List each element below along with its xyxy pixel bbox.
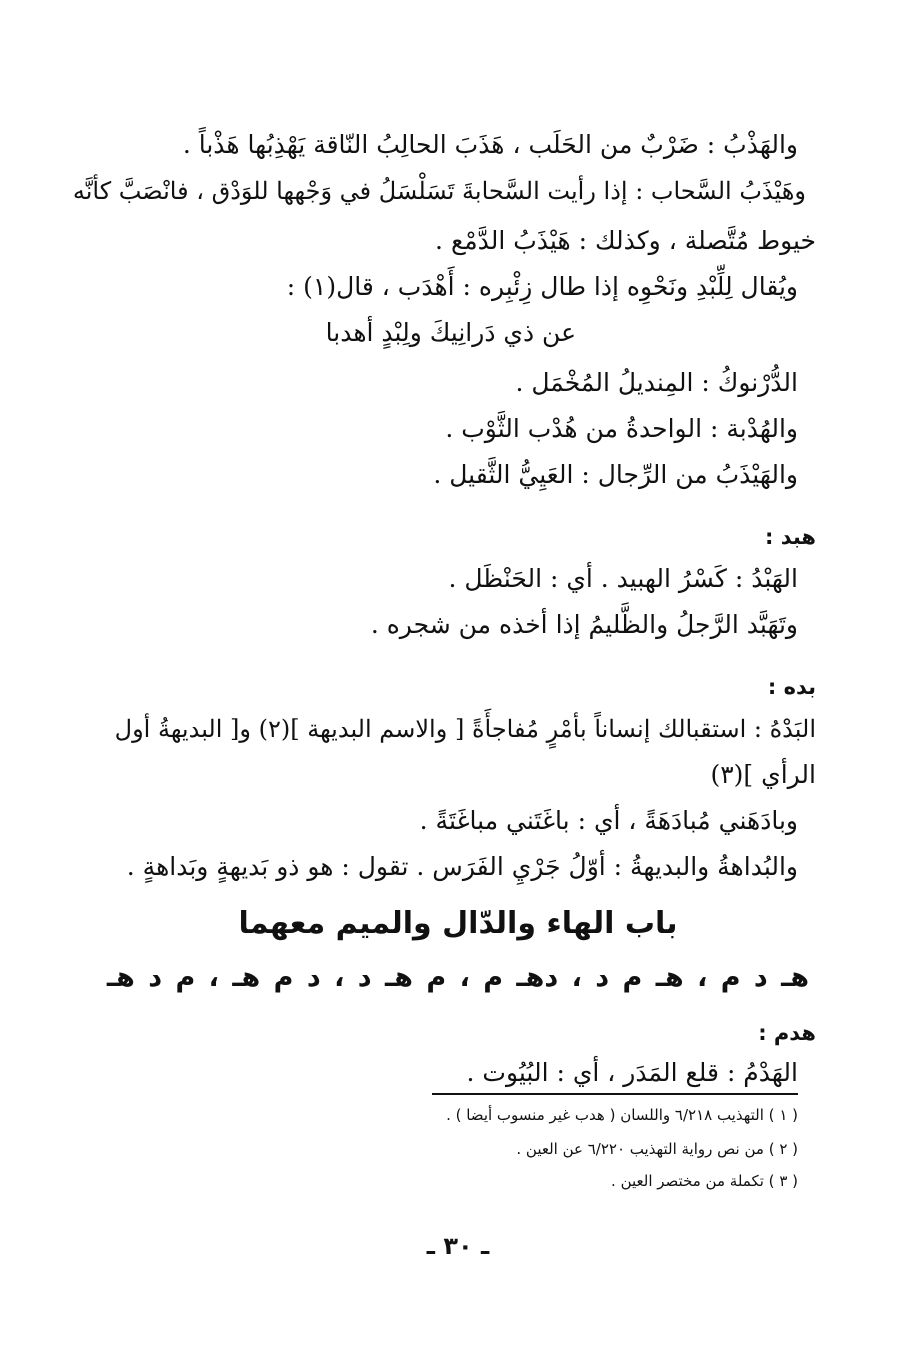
headword-habd: هبد : xyxy=(765,525,816,549)
section-title: باب الهاء والدّال والميم معهما xyxy=(238,906,678,941)
footnote-2: ( ٢ ) من نص رواية التهذيب ٦/٢٢٠ عن العين . xyxy=(516,1140,798,1158)
headword-hadm: هدم : xyxy=(758,1021,816,1045)
entry-line-badh-cont: الرأي ](٣) xyxy=(710,760,816,789)
entry-line-libd: ويُقال لِلِّبْدِ ونَحْوِه إذا طال زِئْبِره : أَهْدَب ، قال(١) : xyxy=(286,272,798,301)
entry-line-badh: البَدْهُ : استقبالك إنساناً بأمْرٍ مُفاجأَةً [ والاسم البديهة ](٢) و[ البديهةُ أول xyxy=(114,715,816,743)
footnote-1: ( ١ ) التهذيب ٦/٢١٨ واللسان ( هدب غير منسوب أيضا ) . xyxy=(446,1106,798,1124)
entry-line-haydhab-sahab: وهَيْذَبُ السَّحاب : إذا رأيت السَّحابةَ تَسَلْسَلُ في وَجْهها للوَدْق ، فانْصَبَّ كأنَّه xyxy=(72,177,806,205)
entry-line-hadm: الهَدْمُ : قلع المَدَر ، أي : البُيُوت . xyxy=(466,1058,798,1087)
page-number: ـ ٣٠ ـ xyxy=(426,1232,490,1260)
entry-line-khuyut: خيوط مُتَّصلة ، وكذلك : هَيْذَبُ الدَّمْع . xyxy=(435,226,816,255)
entry-line-haydhab-rijal: والهَيْذَبُ من الرِّجال : العَيِيُّ الثَّقيل . xyxy=(433,460,798,489)
root-permutations: هـ د م ، هـ م د ، دهـ م ، م هـ د ، د م هـ ، م د هـ xyxy=(106,962,810,993)
entry-line-hadhb: والهَذْبُ : ضَرْبٌ من الحَلَب ، هَذَبَ الحالِبُ النّاقة يَهْذِبُها هَذْباً . xyxy=(182,130,798,159)
entry-line-habd: الهَبْدُ : كَسْرُ الهبيد . أي : الحَنْظَل . xyxy=(448,564,798,593)
entry-line-badahani: وبادَهَني مُبادَهَةً ، أي : باغَتَني مباغَتَةً . xyxy=(419,806,798,835)
headword-badh: بده : xyxy=(767,675,816,699)
entry-line-tahabbad: وتَهَبَّد الرَّجلُ والظَّليمُ إذا أخذه من شجره . xyxy=(370,610,798,639)
entry-line-durnuk: الدُّرْنوكُ : المِنديلُ المُخْمَل . xyxy=(515,368,798,397)
verse-line: عن ذي دَرانِيكَ ولِبْدٍ أهدبا xyxy=(325,318,576,347)
entry-line-hudba: والهُدْبة : الواحدةُ من هُدْب الثَّوْب . xyxy=(445,414,798,443)
entry-line-budaha: والبُداهةُ والبديهةُ : أوّلُ جَرْيِ الفَرَس . تقول : هو ذو بَديهةٍ وبَداهةٍ . xyxy=(126,852,798,881)
footnote-divider xyxy=(432,1093,798,1095)
footnote-3: ( ٣ ) تكملة من مختصر العين . xyxy=(611,1172,798,1190)
